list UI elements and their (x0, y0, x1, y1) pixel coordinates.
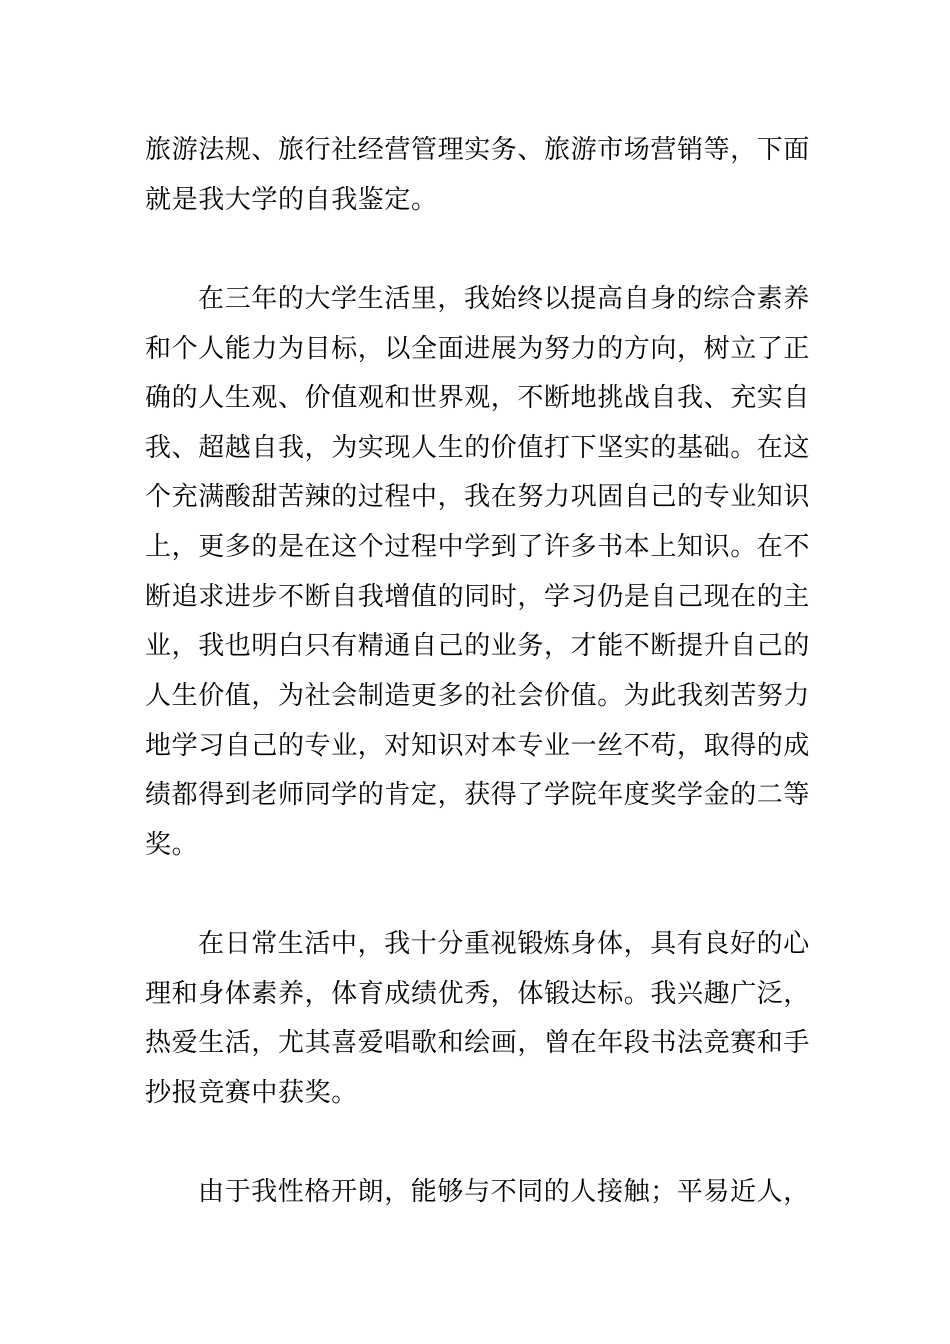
paragraph-3-line-3: 热爱生活，尤其喜爱唱歌和绘画，曾在年段书法竞赛和手 (145, 1028, 811, 1058)
paragraph-2-line-5: 个充满酸甜苦辣的过程中，我在努力巩固自己的专业知识 (145, 482, 811, 512)
paragraph-3-line-1: 在日常生活中，我十分重视锻炼身体，具有良好的心 (198, 929, 810, 959)
paragraph-2-line-3: 确的人生观、价值观和世界观，不断地挑战自我、充实自 (145, 383, 811, 413)
paragraph-2-line-6: 上，更多的是在这个过程中学到了许多书本上知识。在不 (145, 532, 811, 562)
paragraph-2-line-7: 断追求进步不断自我增值的同时，学习仍是自己现在的主 (145, 582, 811, 612)
paragraph-3-line-2: 理和身体素养，体育成绩优秀，体锻达标。我兴趣广泛， (145, 979, 811, 1009)
paragraph-2-line-2: 和个人能力为目标，以全面进展为努力的方向，树立了正 (145, 334, 811, 364)
paragraph-2-line-1: 在三年的大学生活里，我始终以提高自身的综合素养 (198, 284, 810, 314)
paragraph-4-line-1: 由于我性格开朗，能够与不同的人接触；平易近人， (198, 1177, 810, 1207)
paragraph-2-line-9: 人生价值，为社会制造更多的社会价值。为此我刻苦努力 (145, 681, 811, 711)
paragraph-2-line-4: 我、超越自我，为实现人生的价值打下坚实的基础。在这 (145, 433, 811, 463)
paragraph-2-line-12: 奖。 (145, 830, 199, 860)
paragraph-3-line-4: 抄报竞赛中获奖。 (145, 1078, 358, 1108)
paragraph-2-line-10: 地学习自己的专业，对知识对本专业一丝不苟，取得的成 (145, 731, 811, 761)
paragraph-1-line-1: 旅游法规、旅行社经营管理实务、旅游市场营销等，下面 (145, 135, 811, 165)
paragraph-1-line-2: 就是我大学的自我鉴定。 (145, 185, 438, 215)
paragraph-2-line-8: 业，我也明白只有精通自己的业务，才能不断提升自己的 (145, 631, 811, 661)
paragraph-2-line-11: 绩都得到老师同学的肯定，获得了学院年度奖学金的二等 (145, 780, 811, 810)
